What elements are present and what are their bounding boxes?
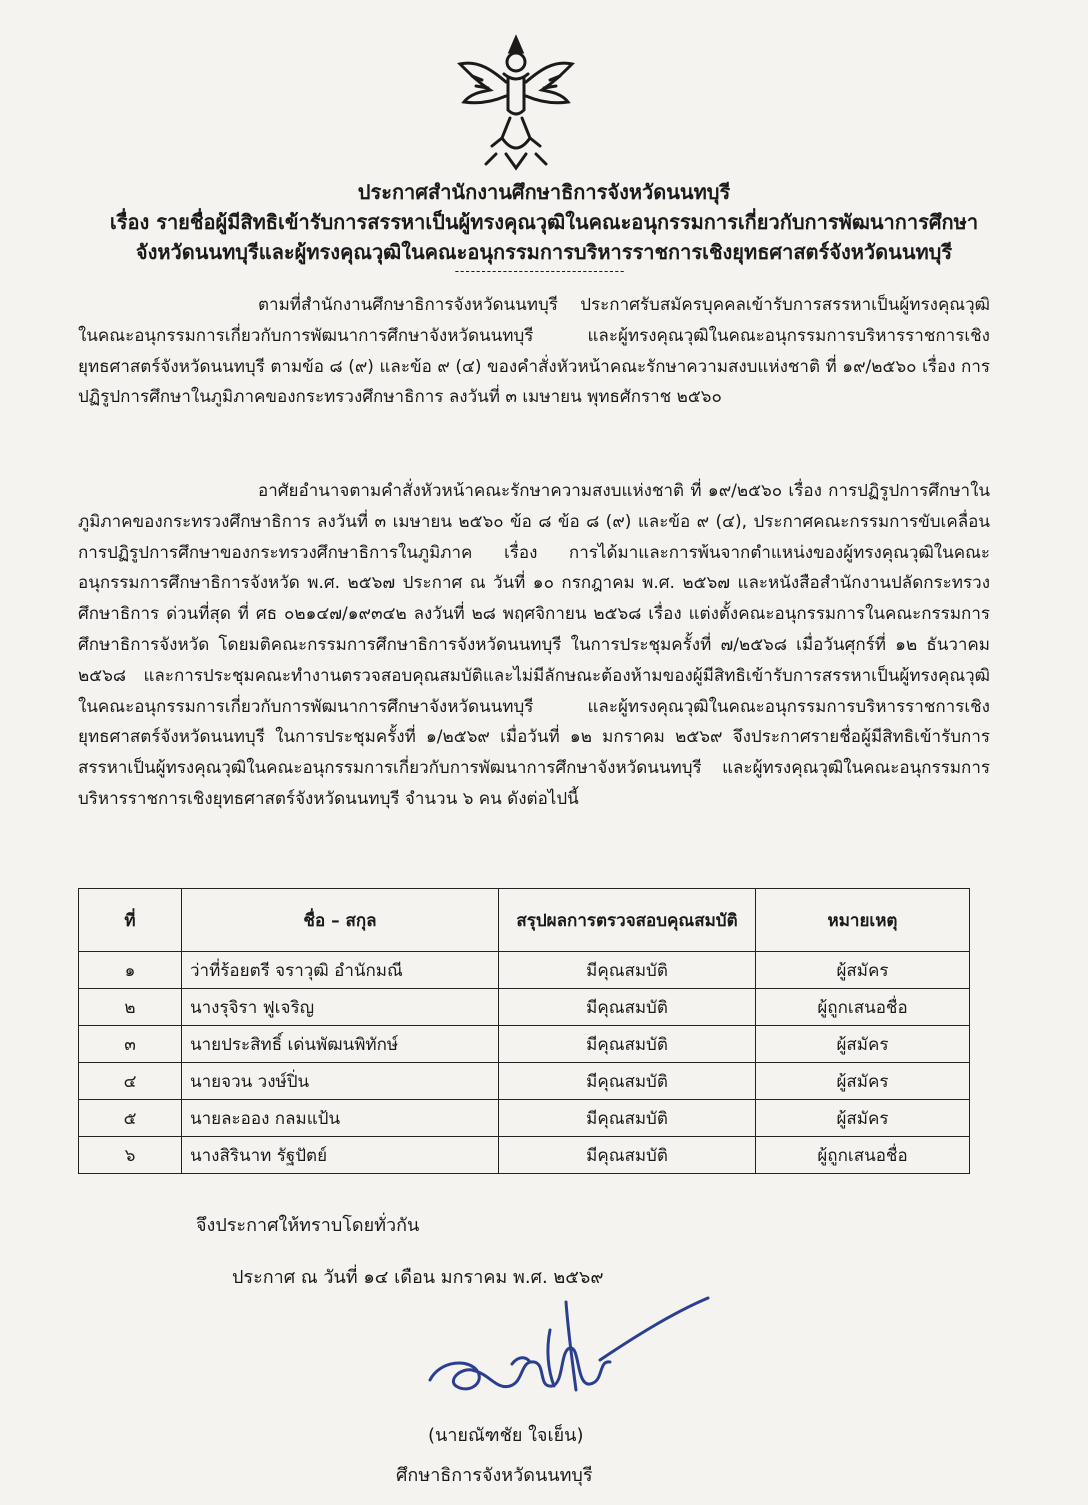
closing-statement: จึงประกาศให้ทราบโดยทั่วกัน [196,1215,420,1236]
row-note: ผู้สมัคร [756,1063,970,1100]
header-note: หมายเหตุ [756,889,970,952]
announcement-date: ประกาศ ณ วันที่ ๑๔ เดือน มกราคม พ.ศ. ๒๕๖๙ [232,1267,604,1288]
table-header-row [79,889,970,952]
row-name: นายจวน วงษ์ปิ่น [182,1063,499,1100]
row-name: นายประสิทธิ์ เด่นพัฒนพิทักษ์ [182,1026,499,1063]
signer-title: ศึกษาธิการจังหวัดนนทบุรี [396,1465,593,1486]
row-note: ผู้สมัคร [756,952,970,989]
row-name: นางสิรินาท รัฐปัตย์ [182,1137,499,1174]
body-paragraph-2 [78,476,990,815]
row-number: ๒ [79,989,182,1026]
row-result: มีคุณสมบัติ [499,1100,756,1137]
results-table [78,888,970,1174]
row-result: มีคุณสมบัติ [499,952,756,989]
table-row [79,1137,970,1174]
row-note: ผู้สมัคร [756,1026,970,1063]
announcement-subject-line1: เรื่อง รายชื่อผู้มีสิทธิเข้ารับการสรรหาเป็นผู้ทรงคุณวุฒิในคณะอนุกรรมการเกี่ยวกับการพัฒนาการศึกษา [109,210,979,234]
header-number: ที่ [79,889,182,952]
paragraph-2-text: อาศัยอำนาจตามคำสั่งหัวหน้าคณะรักษาความสงบแห่งชาติ ที่ ๑๙/๒๕๖๐ เรื่อง การปฏิรูปการศึกษาในภูมิภาคของกระทรวงศึกษาธิการ ลงวันที่ ๓ เมษายน ๒๕๖๐ ข้อ ๘ ข้อ ๘ (๙) และข้อ ๙ (๔), ประกาศคณะกรรมการขับเคลื่อนการปฏิรูปการศึกษาของกระทรวงศึกษาธิการในภูมิภาค เรื่อง การได้มาและการพ้นจากตำแหน่งของผู้ทรงคุณวุฒิในคณะอนุกรรมการศึกษาธิการจังหวัด พ.ศ. ๒๕๖๗ ประกาศ ณ วันที่ ๑๐ กรกฎาคม พ.ศ. ๒๕๖๗ และหนังสือสำนักงานปลัดกระทรวงศึกษาธิการ ด่วนที่สุด ที่ ศธ ๐๒๑๔๗/๑๙๓๔๒ ลงวันที่ ๒๘ พฤศจิกายน ๒๕๖๘ เรื่อง แต่งตั้งคณะอนุกรรมการในคณะกรรมการศึกษาธิการจังหวัด โดยมติคณะกรรมการศึกษาธิการจังหวัดนนทบุรี ในการประชุมครั้งที่ ๗/๒๕๖๘ เมื่อวันศุกร์ที่ ๑๒ ธันวาคม ๒๕๖๘ และการประชุมคณะทำงานตรวจสอบคุณสมบัติและไม่มีลักษณะต้องห้ามของผู้มีสิทธิเข้ารับการสรรหาเป็นผู้ทรงคุณวุฒิในคณะอนุกรรมการเกี่ยวกับการพัฒนาการศึกษาจังหวัดนนทบุรี และผู้ทรงคุณวุฒิในคณะอนุกรรมการบริหารราชการเชิงยุทธศาสตร์จังหวัดนนทบุรี ในการประชุมครั้งที่ ๑/๒๕๖๙ เมื่อวันที่ ๑๒ มกราคม ๒๕๖๙ จึงประกาศรายชื่อผู้มีสิทธิเข้ารับการสรรหาเป็นผู้ทรงคุณวุฒิในคณะอนุกรรมการเกี่ยวกับการพัฒนาการศึกษาจังหวัดนนทบุรี และผู้ทรงคุณวุฒิในคณะอนุกรรมการบริหารราชการเชิงยุทธศาสตร์จังหวัดนนทบุรี จำนวน ๖ คน ดังต่อไปนี้ [78,481,990,809]
separator-line: -------------------------------- [454,264,626,278]
row-number: ๖ [79,1137,182,1174]
row-number: ๕ [79,1100,182,1137]
paragraph-1-text: ตามที่สำนักงานศึกษาธิการจังหวัดนนทบุรี ประกาศรับสมัครบุคคลเข้ารับการสรรหาเป็นผู้ทรงคุณวุฒิในคณะอนุกรรมการเกี่ยวกับการพัฒนาการศึกษาจังหวัดนนทบุรี และผู้ทรงคุณวุฒิในคณะอนุกรรมการบริหารราชการเชิงยุทธศาสตร์จังหวัดนนทบุรี ตามข้อ ๘ (๙) และข้อ ๙ (๔) ของคำสั่งหัวหน้าคณะรักษาความสงบแห่งชาติ ที่ ๑๙/๒๕๖๐ เรื่อง การปฏิรูปการศึกษาในภูมิภาคของกระทรวงศึกษาธิการ ลงวันที่ ๓ เมษายน พุทธศักราช ๒๕๖๐ [78,295,990,408]
row-name: นางรุจิรา ฟูเจริญ [182,989,499,1026]
row-result: มีคุณสมบัติ [499,1137,756,1174]
body-paragraph-1 [78,290,990,413]
table-row [79,1063,970,1100]
row-number: ๔ [79,1063,182,1100]
announcement-title: ประกาศสำนักงานศึกษาธิการจังหวัดนนทบุรี [357,180,731,204]
row-note: ผู้ถูกเสนอชื่อ [756,989,970,1026]
table-row [79,1100,970,1137]
row-name: ว่าที่ร้อยตรี จราวุฒิ อำนักมณี [182,952,499,989]
header-name: ชื่อ – สกุล [182,889,499,952]
garuda-emblem-icon [452,30,580,172]
table-row [79,1026,970,1063]
row-result: มีคุณสมบัติ [499,989,756,1026]
row-note: ผู้สมัคร [756,1100,970,1137]
row-result: มีคุณสมบัติ [499,1026,756,1063]
signer-name: (นายณัฑชัย ใจเย็น) [428,1425,584,1446]
row-name: นายละออง กลมแป้น [182,1100,499,1137]
handwritten-signature [400,1290,720,1410]
row-note: ผู้ถูกเสนอชื่อ [756,1137,970,1174]
row-number: ๓ [79,1026,182,1063]
row-number: ๑ [79,952,182,989]
table-row [79,989,970,1026]
announcement-subject-line2: จังหวัดนนทบุรีและผู้ทรงคุณวุฒิในคณะอนุกรรมการบริหารราชการเชิงยุทธศาสตร์จังหวัดนนทบุรี [135,240,953,264]
header-result: สรุปผลการตรวจสอบคุณสมบัติ [499,889,756,952]
row-result: มีคุณสมบัติ [499,1063,756,1100]
table-row [79,952,970,989]
